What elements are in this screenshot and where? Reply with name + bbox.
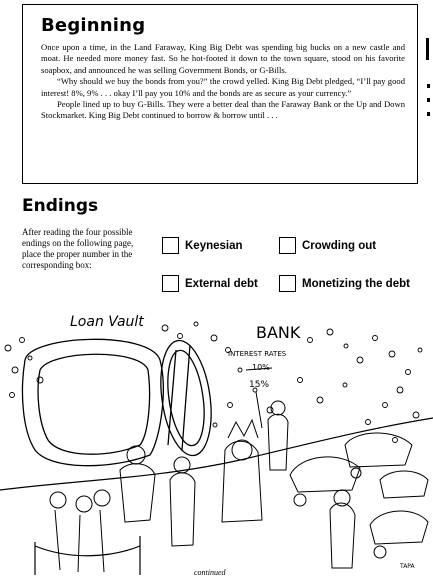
story-paragraph: People lined up to buy G-Bills. They were a better deal than the Faraway Bank or the Up and Down Stockmarket. King Big Debt continued to borrow & borrow until . . .: [41, 99, 405, 121]
cartoon-illustration: [0, 310, 433, 575]
footer-note: continued: [194, 568, 226, 577]
cropped-page-edge: [426, 28, 433, 128]
vault-icon: [22, 337, 217, 465]
choice-label: External debt: [185, 277, 258, 290]
new-rate: 15%: [249, 380, 270, 390]
answer-box[interactable]: [279, 275, 296, 292]
answer-box[interactable]: [162, 275, 179, 292]
bubbles: [5, 322, 422, 443]
vault-label: Loan Vault: [70, 314, 144, 330]
choice-crowding-out[interactable]: [279, 237, 376, 254]
story-paragraph: “Why should we buy the bonds from you?” the crowd yelled. King Big Debt pledged, “I’ll pay good interest! 8%, 9% . . . okay I’ll pay you 10% and the bonds are as secure as your currency.”: [41, 76, 405, 98]
wheelbarrows-of-money: [290, 433, 428, 558]
story-paragraph: Once upon a time, in the Land Faraway, King Big Debt was spending big bucks on a new castle and moat. He needed more money fast. So he hot-footed it down to the town square, stood on his favorite soapbox, and announced he was selling Government Bonds, or G-Bills.: [41, 42, 405, 75]
beginning-title: Beginning: [41, 15, 146, 36]
old-rate: 10%: [252, 363, 270, 372]
choice-label: Crowding out: [302, 239, 377, 252]
beginning-box: [22, 4, 418, 184]
answer-box[interactable]: [279, 237, 296, 254]
choice-external-debt[interactable]: [162, 275, 258, 292]
choice-keynesian[interactable]: [162, 237, 243, 254]
choice-label: Keynesian: [185, 239, 243, 252]
rates-label: INTEREST RATES: [228, 350, 287, 358]
artist-signature: TAPA: [400, 563, 415, 570]
story-text: [41, 42, 405, 122]
crowd-figures: [50, 401, 355, 572]
choice-label: Monetizing the debt: [302, 277, 410, 290]
bank-label: BANK: [256, 323, 301, 342]
choice-monetizing-the-debt[interactable]: [279, 275, 410, 292]
answer-box[interactable]: [162, 237, 179, 254]
endings-title: Endings: [22, 196, 99, 216]
endings-instructions: After reading the four possible endings on the following page, place the proper number in the corresponding box:: [22, 227, 134, 270]
